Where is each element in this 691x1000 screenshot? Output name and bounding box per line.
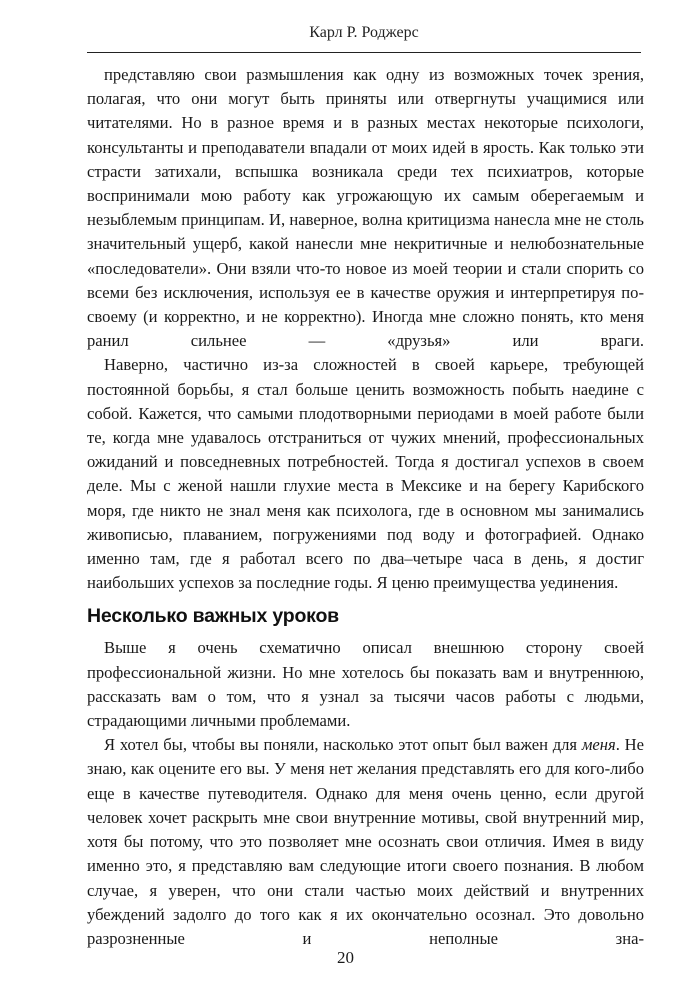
- paragraph-4-start: Я хотел бы, чтобы вы поняли, насколько этот опыт был важен для: [104, 735, 582, 755]
- paragraph-4: [87, 733, 644, 951]
- paragraph-2: Наверно, частично из-за сложностей в своей карьере, требующей постоянной борьбы, я стал больше ценить возможность побыть наедине с собой. Кажется, что самыми плодотворными периодами в моей работе были те, когда мне удавалось отстраниться от чужих мнений, профессиональных ожиданий и повседневных потребностей. Тогда я достигал успехов в своем деле. Мы с женой нашли глухие места в Мексике и на берегу Карибского моря, где никто не знал меня как психолога, где в основном мы занимались живописью, плаванием, погружениями под воду и фотографией. Однако именно там, где я работал всего по два–четыре часа в день, я достиг наибольших успехов за последние годы. Я ценю преимущества уединения.: [87, 355, 644, 593]
- page-number: 20: [337, 948, 354, 967]
- running-title: Карл Р. Роджерс: [309, 24, 419, 41]
- paragraph-4-rest: . Не знаю, как оцените его вы. У меня нет желания представлять его для кого-либо еще в качестве путеводителя. Однако для меня очень ценно, если другой человек хочет раскрыть мне свои внутренние мотивы, свой внутренний мир, хотя бы потому, что это позволяет мне осознать свои отличия. Имея в виду именно это, я представляю вам следующие итоги своего познания. В любом случае, я уверен, что они стали частью моих действий и внутренних убеждений задолго до того как я их окончательно осознал. Это довольно разрозненные и неполные зна-: [87, 735, 644, 948]
- paragraph-1: представляю свои размышления как одну из возможных точек зрения, полагая, что они могут быть приняты или отвергнуты учащимися или читателями. Но в разное время и в разных местах некоторые психологи, консультанты и преподаватели впадали от моих идей в ярость. Как только эти страсти затихали, вспышка возникала среди тех психиатров, которые воспринимали мою работу как угрожающую их самым оберегаемым и незыблемым принципам. И, наверное, волна критицизма нанесла мне не столь значительный ущерб, какой нанесли мне некритичные и нелюбознательные «последователи». Они взяли что-то новое из моей теории и стали спорить со всеми без исключения, используя ее в качестве оружия и интерпретируя по-своему (и корректно, и не корректно). Иногда мне сложно понять, кто меня ранил сильнее — «друзья» или враги.: [87, 65, 644, 351]
- page-body: [87, 63, 644, 951]
- running-head: [87, 14, 641, 53]
- section-heading: Несколько важных уроков: [87, 605, 339, 628]
- paragraph-3: Выше я очень схематично описал внешнюю сторону своей профессиональной жизни. Но мне хотелось бы показать вам и внутреннюю, рассказать вам о том, что я узнал за тысячи часов работы с людьми, страдающими личными проблемами.: [87, 638, 644, 731]
- paragraph-4-emphasis: меня: [581, 735, 616, 755]
